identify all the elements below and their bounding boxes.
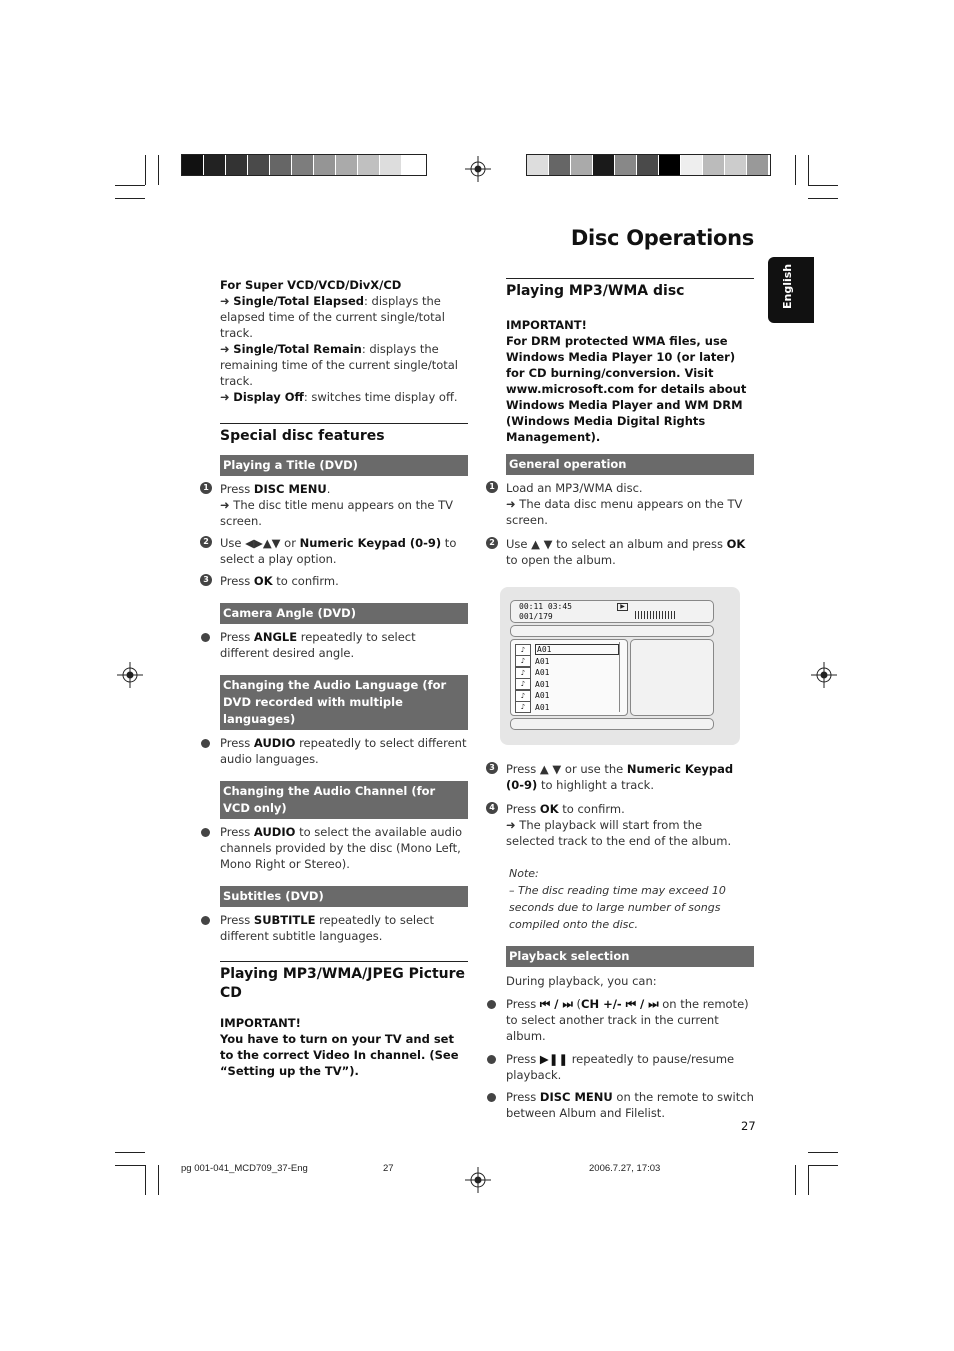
disc-menu-screen	[500, 587, 740, 745]
step-number-icon: 4	[486, 802, 498, 814]
intro-item: ➜ Single/Total Elapsed: displays the elapsed time of the current single/total track.	[220, 294, 445, 340]
music-file-icon: ♪	[515, 701, 531, 713]
file-row-label: A01	[535, 668, 550, 678]
t: .	[326, 482, 331, 496]
music-file-icon: ♪	[515, 644, 531, 656]
bullet-icon	[201, 739, 210, 748]
t: repeatedly to select different desired angle.	[220, 630, 416, 660]
item-text: : displays the elapsed time of the current single/total track.	[220, 294, 445, 340]
t: repeatedly to select different subtitle languages.	[220, 913, 435, 943]
bullet-icon	[487, 1000, 496, 1009]
t: repeatedly to pause/resume playback.	[506, 1052, 735, 1082]
item-bold: Display Off	[233, 390, 304, 404]
right-column	[489, 278, 754, 568]
file-row[interactable]	[515, 690, 619, 702]
t: to open the album.	[506, 553, 616, 567]
t: The data disc menu appears on the TV screen.	[506, 497, 743, 527]
crop-mark	[115, 185, 145, 186]
intro-heading: For Super VCD/VCD/DivX/CD	[220, 278, 402, 292]
t: Press	[220, 913, 254, 927]
mp3-heading: Playing MP3/WMA disc	[506, 278, 754, 301]
t: Press	[506, 1052, 540, 1066]
left-column	[203, 277, 468, 1079]
scrollbar[interactable]	[619, 642, 626, 712]
t: CH +/-	[581, 997, 622, 1011]
file-row[interactable]	[515, 667, 619, 679]
step-number-icon: 2	[486, 537, 498, 549]
t: AUDIO	[253, 736, 296, 750]
crop-mark	[158, 1165, 159, 1195]
t: Use ▲ ▼ to select an album and press	[506, 537, 727, 551]
t: to select a play option.	[220, 536, 457, 566]
t: ⏮ / ⏭	[621, 997, 659, 1011]
file-row[interactable]	[515, 679, 619, 691]
audio-language-item	[220, 735, 468, 767]
t: ▶❚❚	[539, 1052, 569, 1066]
language-tab	[768, 257, 814, 323]
jpeg-heading: Playing MP3/WMA/JPEG Picture CD	[220, 961, 468, 1003]
t: ⏮ / ⏭	[539, 997, 573, 1011]
jpeg-important: IMPORTANT!	[220, 1016, 301, 1030]
audio-language-bar: Changing the Audio Language (for DVD recorded with multiple languages)	[220, 675, 468, 730]
intro-item: ➜ Single/Total Remain: displays the remaining time of the current single/total track.	[220, 342, 458, 388]
file-row[interactable]	[515, 656, 619, 668]
file-row-label: A01	[535, 679, 550, 689]
t: Press	[506, 802, 540, 816]
page-number: 27	[741, 1119, 756, 1133]
step-2	[203, 535, 468, 567]
subtitles-item	[220, 912, 468, 944]
t: Press ▲ ▼ or use the	[506, 762, 627, 776]
crop-mark	[808, 155, 809, 185]
camera-angle-bar: Camera Angle (DVD)	[220, 603, 468, 624]
note-text: – The disc reading time may exceed 10 seconds due to large number of songs compiled onto the disc.	[509, 884, 726, 931]
page-title: Disc Operations	[570, 226, 754, 250]
general-operation-bar: General operation	[506, 454, 754, 475]
file-row-label: A01	[535, 644, 619, 655]
t: The disc title menu appears on the TV screen.	[220, 498, 453, 528]
playback-item-3	[506, 1089, 754, 1121]
t: Use ◀▶▲▼ or	[220, 536, 300, 550]
file-row-label: A01	[535, 702, 550, 712]
bullet-icon	[487, 1055, 496, 1064]
t: The playback will start from the selected track to the end of the album.	[506, 818, 732, 848]
crop-mark	[115, 198, 145, 199]
color-calibration-strip	[526, 154, 771, 176]
g-step-3	[489, 761, 754, 793]
registration-mark-icon	[465, 1167, 491, 1193]
jpeg-text: You have to turn on your TV and set to the correct Video In channel. (See “Setting up the TV”).	[220, 1032, 459, 1078]
t: Press	[506, 997, 540, 1011]
footer-file: pg 001-041_MCD709_37-Eng	[181, 1163, 308, 1174]
t: DISC MENU	[539, 1090, 613, 1104]
t: Numeric Keypad (0-9)	[299, 536, 442, 550]
step-number-icon: 1	[486, 481, 498, 493]
playback-item-1	[506, 996, 754, 1044]
item-bold: Single/Total Elapsed	[233, 294, 364, 308]
step-number-icon: 3	[200, 574, 212, 586]
file-row[interactable]	[515, 702, 619, 714]
t: Press	[220, 630, 254, 644]
t: SUBTITLE	[253, 913, 316, 927]
t: OK	[253, 574, 273, 588]
audio-channel-item	[220, 824, 468, 872]
g-step-1: 1 Load an MP3/WMA disc. ➜ The data disc menu appears on the TV screen.	[506, 480, 754, 528]
track-readout: 001/179	[519, 612, 553, 621]
bullet-icon	[201, 828, 210, 837]
info-bar	[510, 718, 714, 730]
time-readout: 00:11 03:45	[519, 602, 572, 611]
g-step-4: 4 Press OK to confirm. ➜ The playback will start from the selected track to the end of the album.	[506, 801, 754, 849]
registration-mark-icon	[811, 662, 837, 688]
right-column-lower	[489, 761, 754, 1121]
play-icon: ▶	[617, 603, 628, 611]
intro-item: ➜ Display Off: switches time display off.	[220, 390, 458, 404]
language-tab-label: English	[781, 263, 794, 309]
t: DISC MENU	[253, 482, 327, 496]
subtitles-bar: Subtitles (DVD)	[220, 886, 468, 907]
path-bar	[510, 625, 714, 637]
crop-mark	[808, 198, 838, 199]
t: to confirm.	[558, 802, 625, 816]
file-row-label: A01	[535, 691, 550, 701]
t: on the remote) to select another track in the current album.	[506, 997, 749, 1043]
file-row-label: A01	[535, 656, 550, 666]
registration-mark-icon	[465, 156, 491, 182]
t: Press	[506, 1090, 540, 1104]
t: to confirm.	[272, 574, 339, 588]
t: on the remote to switch between Album and Filelist.	[506, 1090, 754, 1120]
item-text: : displays the remaining time of the current single/total track.	[220, 342, 458, 388]
audio-channel-bar: Changing the Audio Channel (for VCD only)	[220, 781, 468, 819]
t: Numeric Keypad (0-9)	[506, 762, 734, 792]
t: to highlight a track.	[537, 778, 654, 792]
crop-mark	[115, 1152, 145, 1153]
angle-item	[220, 629, 468, 661]
bullet-icon	[201, 633, 210, 642]
item-text: : switches time display off.	[303, 390, 458, 404]
t: OK	[539, 802, 559, 816]
crop-mark	[158, 155, 159, 185]
playback-selection-bar: Playback selection	[506, 946, 754, 967]
t: OK	[726, 537, 746, 551]
title-bar: Playing a Title (DVD)	[220, 455, 468, 476]
mp3-important-text: For DRM protected WMA files, use Windows Media Player 10 (or later) for CD burning/conversion. Visit www.microsoft.com for details about Windows Media Player and WM DRM (Windows Media Digital Rights Management).	[506, 334, 747, 444]
step-number-icon: 1	[200, 482, 212, 494]
file-row[interactable]	[515, 644, 619, 656]
step-3	[203, 573, 468, 589]
music-file-icon: ♪	[515, 690, 531, 702]
crop-mark	[808, 1165, 838, 1166]
step-number-icon: 2	[200, 536, 212, 548]
crop-mark	[808, 1165, 809, 1195]
crop-mark	[795, 155, 796, 185]
crop-mark	[808, 1152, 838, 1153]
crop-mark	[145, 1165, 146, 1195]
music-file-icon: ♪	[515, 655, 531, 667]
level-meter-icon	[635, 611, 677, 619]
t: repeatedly to select different audio languages.	[220, 736, 467, 766]
t: to select the available audio channels provided by the disc (Mono Left, Mono Right or Stereo).	[220, 825, 463, 871]
bullet-icon	[201, 916, 210, 925]
item-bold: Single/Total Remain	[233, 342, 362, 356]
t: Press	[220, 825, 254, 839]
registration-mark-icon	[117, 662, 143, 688]
crop-mark	[145, 155, 146, 185]
t: ANGLE	[253, 630, 298, 644]
preview-panel	[630, 639, 714, 716]
bullet-icon	[487, 1093, 496, 1102]
playback-item-2	[506, 1051, 754, 1083]
footer-date: 2006.7.27, 17:03	[589, 1163, 661, 1174]
color-calibration-strip	[181, 154, 427, 176]
playback-intro: During playback, you can:	[506, 974, 657, 988]
t: Press	[220, 482, 254, 496]
footer-page: 27	[383, 1163, 394, 1174]
crop-mark	[808, 185, 838, 186]
mp3-important: IMPORTANT!	[506, 318, 587, 332]
t: (	[572, 997, 581, 1011]
crop-mark	[115, 1165, 145, 1166]
t: AUDIO	[253, 825, 296, 839]
note-label: Note:	[509, 867, 539, 880]
t: Load an MP3/WMA disc.	[506, 481, 643, 495]
file-rows	[515, 644, 619, 713]
step-1: 1 Press DISC MENU. ➜ The disc title menu appears on the TV screen.	[220, 481, 468, 529]
step-number-icon: 3	[486, 762, 498, 774]
file-list	[510, 639, 628, 716]
t: Press	[220, 736, 254, 750]
crop-mark	[795, 1165, 796, 1195]
special-heading: Special disc features	[220, 423, 468, 446]
status-box	[510, 600, 714, 623]
music-file-icon: ♪	[515, 667, 531, 679]
t: Press	[220, 574, 254, 588]
music-file-icon: ♪	[515, 678, 531, 690]
g-step-2	[489, 536, 754, 568]
